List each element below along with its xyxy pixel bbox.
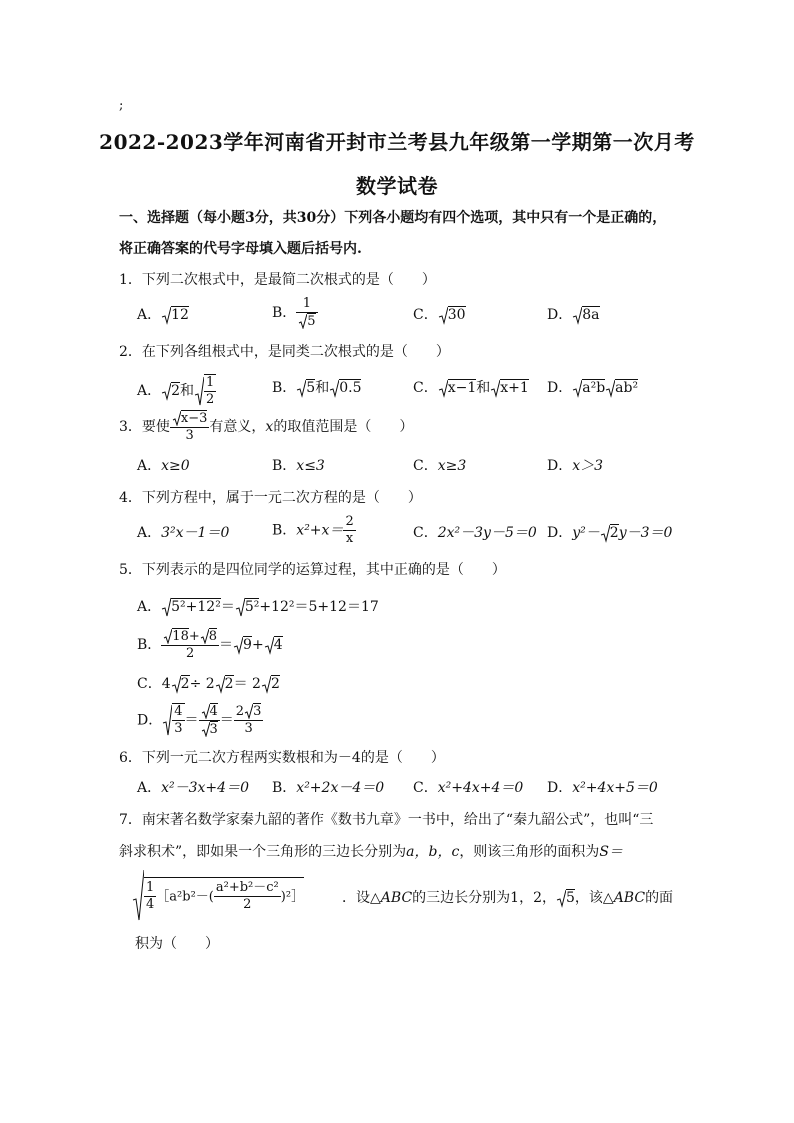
q4-option-d: D．y²－ 2y－3＝0: [547, 525, 673, 541]
page-subtitle: 数学试卷: [356, 174, 438, 198]
q6-option-b: B．x²+2x－4＝0: [272, 780, 385, 796]
question-7-line2: 斜求积术”，即如果一个三角形的三边长分别为a，b，c，则该三角形的面积为S＝: [119, 844, 623, 860]
q2-option-d: D． a²b ab²: [547, 380, 639, 396]
q1-option-b: B． $\frac{1}{5}$: [272, 296, 316, 329]
question-3-stem: 3．要使 $\frac{x-3}{3}$ 有意义，x的取值范围是（ ）: [119, 410, 414, 443]
section-instructions-line2: 将正确答案的代号字母填入题后括号内.: [119, 241, 362, 257]
q6-option-c: C．x²+4x+4＝0: [413, 780, 524, 796]
q3-option-b: B．x≤3: [272, 458, 325, 474]
q5-option-c: C．4 2÷ 2 2＝ 2 2: [137, 676, 280, 692]
heron-formula: $\frac{1}{4}$ ［a²b²－( $\frac{\text{a²+b²－c²}}{2}$ )²］: [132, 868, 304, 922]
question-5-stem: 5．下列表示的是四位同学的运算过程，其中正确的是（ ）: [119, 562, 506, 578]
page-title: 2022-2023学年河南省开封市兰考县九年级第一学期第一次月考: [99, 130, 695, 154]
question-6-stem: 6．下列一元二次方程两实数根和为－4的是（ ）: [119, 750, 445, 766]
q4-option-b: B．x²+x＝ $\frac{2}{x}$: [272, 514, 354, 546]
question-1-stem: 1．下列二次根式中，是最简二次根式的是（ ）: [119, 272, 436, 288]
q6-option-a: A．x²－3x+4＝0: [137, 780, 249, 796]
q3-option-d: D．x＞3: [547, 458, 604, 474]
section-instructions-line1: 一、选择题（每小题3分，共30分）下列各小题均有四个选项，其中只有一个是正确的，: [119, 210, 667, 226]
q5-option-d: D． $\frac{4}{3}$ ＝ $\frac{4}{3}$ ＝ $\frac{2 3}{3}$: [137, 703, 262, 737]
header-mark: ;: [119, 98, 124, 113]
radical-sign: [161, 305, 171, 325]
q1-option-a: A． 12: [137, 307, 189, 323]
q5-option-b: B． $\frac{18+ 8}{2}$ ＝ 9+ 4: [137, 628, 283, 661]
q4-option-a: A．3²x－1＝0: [137, 525, 230, 541]
q2-option-c: C． x−1和 x+1: [413, 380, 529, 396]
question-4-stem: 4．下列方程中，属于一元二次方程的是（ ）: [119, 490, 422, 506]
question-2-stem: 2．在下列各组根式中，是同类二次根式的是（ ）: [119, 344, 450, 360]
q5-option-a: A． 5²+12²＝ 5²+12²＝5+12＝17: [137, 599, 379, 615]
q2-option-a: A． 2和 $\frac{1}{2}$: [137, 375, 215, 407]
q2-option-b: B． 5和 0.5: [272, 380, 362, 396]
q1-option-d: D． 8a: [547, 307, 600, 323]
q6-option-d: D．x²+4x+5＝0: [547, 780, 658, 796]
q3-option-c: C．x≥3: [413, 458, 467, 474]
question-7-line3: ．设△ABC的三边长分别为1，2， 5，该△ABC的面: [342, 890, 674, 906]
q3-option-a: A．x≥0: [137, 458, 190, 474]
fraction: $\frac{1}{5}$: [296, 296, 317, 330]
q4-option-c: C．2x²－3y－5＝0: [413, 525, 537, 541]
q1-option-c: C． 30: [413, 307, 466, 323]
question-7-line1: 7．南宋著名数学家秦九韶的著作《数书九章》一书中，给出了“秦九韶公式”，也叫“三: [119, 812, 654, 828]
question-7-line4: 积为（ ）: [135, 936, 219, 952]
